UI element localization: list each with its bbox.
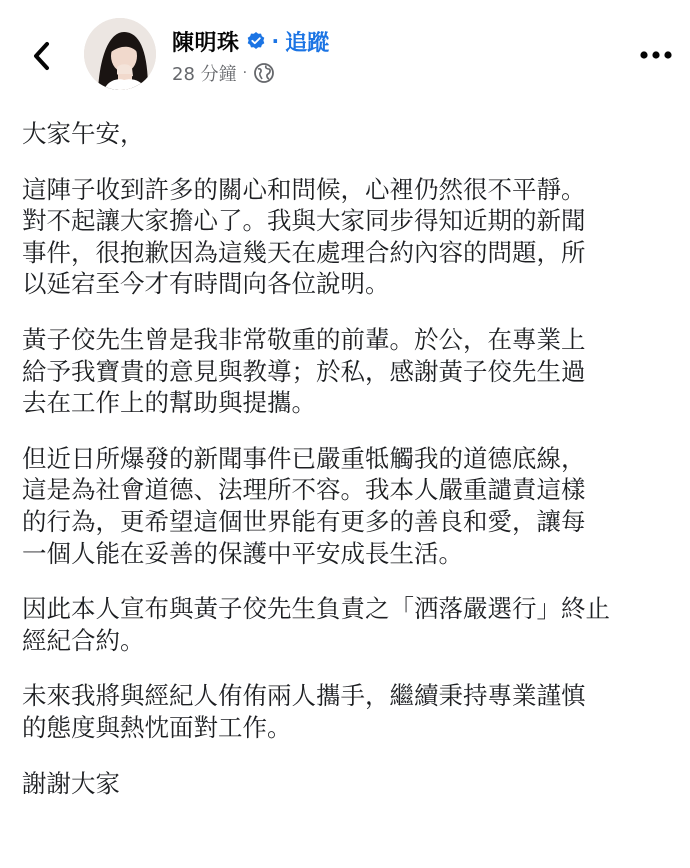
post-text-line: 黃子佼先生曾是我非常敬重的前輩。於公，在專業上 [22, 324, 586, 354]
post-body [22, 118, 672, 823]
back-button[interactable] [22, 36, 62, 76]
post-text-line: 的態度與熱忱面對工作。 [22, 712, 292, 742]
post-text-line: 但近日所爆發的新聞事件已嚴重牴觸我的道德底線， [22, 443, 586, 473]
author-row [172, 24, 329, 58]
post-paragraph [22, 324, 672, 419]
post-text-line: 這是為社會道德、法理所不容。我本人嚴重譴責這樣 [22, 475, 586, 505]
avatar[interactable] [84, 18, 156, 90]
post-paragraph [22, 593, 672, 656]
post-header [0, 0, 690, 100]
author-name[interactable]: 陳明珠 [172, 30, 240, 56]
post-timestamp[interactable]: 28 分鐘 [172, 64, 237, 85]
follow-separator: · [271, 29, 280, 53]
post-text-line: 經紀合約。 [22, 625, 145, 655]
more-options-button[interactable] [636, 40, 676, 70]
post-text-line: 謝謝大家 [22, 768, 120, 798]
post-meta [172, 60, 275, 86]
post-paragraph [22, 118, 672, 150]
post-text-line: 去在工作上的幫助與提攜。 [22, 388, 316, 418]
more-horizontal-icon [639, 50, 673, 60]
post-text-line: 事件，很抱歉因為這幾天在處理合約內容的問題，所 [22, 237, 586, 267]
globe-icon[interactable] [253, 62, 275, 84]
avatar-image [84, 18, 156, 90]
post-text-line: 這陣子收到許多的關心和問候，心裡仍然很不平靜。 [22, 174, 586, 204]
verified-badge-icon [246, 31, 266, 51]
post-text-line: 的行為，更希望這個世界能有更多的善良和愛，讓每 [22, 506, 586, 536]
post-text-line: 以延宕至今才有時間向各位說明。 [22, 269, 390, 299]
post-text-line: 一個人能在妥善的保護中平安成長生活。 [22, 538, 463, 568]
post-text-line: 因此本人宣布與黃子佼先生負責之「洒落嚴選行」終止 [22, 594, 610, 624]
follow-button[interactable]: 追蹤 [285, 30, 330, 56]
post-paragraph [22, 680, 672, 743]
post-paragraph [22, 768, 672, 800]
post-text-line: 未來我將與經紀人侑侑兩人攜手，繼續秉持專業謹慎 [22, 681, 586, 711]
post-text-line: 對不起讓大家擔心了。我與大家同步得知近期的新聞 [22, 206, 586, 236]
post-text-line: 大家午安， [22, 119, 145, 148]
post-text-line: 給予我寶貴的意見與教導；於私，感謝黃子佼先生過 [22, 356, 586, 386]
post-paragraph [22, 174, 672, 300]
chevron-left-icon [31, 41, 53, 71]
meta-separator: · [242, 65, 248, 81]
post-paragraph [22, 443, 672, 569]
